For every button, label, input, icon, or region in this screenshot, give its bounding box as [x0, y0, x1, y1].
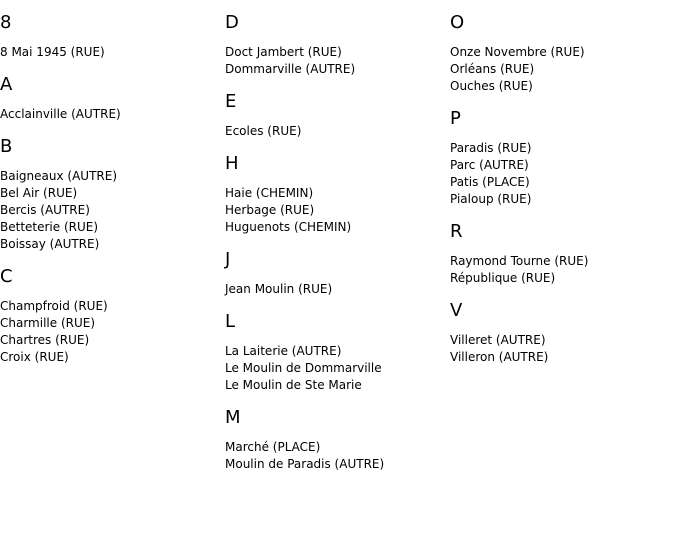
street-link[interactable]: Herbage (RUE): [225, 203, 315, 217]
street-link[interactable]: Onze Novembre (RUE): [450, 45, 585, 59]
letter-heading: D: [225, 12, 239, 33]
street-link[interactable]: Villeron (AUTRE): [450, 350, 549, 364]
street-link[interactable]: Pialoup (RUE): [450, 192, 532, 206]
street-link[interactable]: Huguenots (CHEMIN): [225, 220, 352, 234]
street-link[interactable]: République (RUE): [450, 271, 556, 285]
street-link[interactable]: Doct Jambert (RUE): [225, 45, 342, 59]
letter-group: [225, 309, 445, 394]
letter-group: [225, 151, 445, 236]
letter-group: [450, 298, 670, 366]
letter-group: [225, 10, 445, 78]
letter-group: [0, 72, 220, 123]
street-link[interactable]: La Laiterie (AUTRE): [225, 344, 342, 358]
index-column: [0, 10, 220, 377]
letter-heading: B: [0, 136, 13, 157]
index-column: [225, 10, 445, 484]
street-link[interactable]: Baigneaux (AUTRE): [0, 169, 118, 183]
street-link[interactable]: Boissay (AUTRE): [0, 237, 100, 251]
letter-group: [0, 10, 220, 61]
letter-group: [225, 89, 445, 140]
letter-heading: R: [450, 221, 463, 242]
letter-group: [225, 405, 445, 473]
letter-group: [450, 219, 670, 287]
letter-heading: P: [450, 108, 461, 129]
street-link[interactable]: Ouches (RUE): [450, 79, 533, 93]
street-link[interactable]: Le Moulin de Ste Marie: [225, 378, 362, 392]
street-link[interactable]: Betteterie (RUE): [0, 220, 99, 234]
letter-group: [225, 247, 445, 298]
street-link[interactable]: Moulin de Paradis (AUTRE): [225, 457, 385, 471]
street-link[interactable]: Raymond Tourne (RUE): [450, 254, 589, 268]
letter-heading: C: [0, 266, 13, 287]
street-link[interactable]: 8 Mai 1945 (RUE): [0, 45, 105, 59]
street-link[interactable]: Paradis (RUE): [450, 141, 532, 155]
street-link[interactable]: Dommarville (AUTRE): [225, 62, 356, 76]
street-link[interactable]: Parc (AUTRE): [450, 158, 529, 172]
letter-heading: O: [450, 12, 465, 33]
index-column: [450, 10, 670, 377]
letter-group: [450, 10, 670, 95]
street-link[interactable]: Marché (PLACE): [225, 440, 321, 454]
letter-heading: M: [225, 407, 241, 428]
street-link[interactable]: Orléans (RUE): [450, 62, 535, 76]
street-link[interactable]: Acclainville (AUTRE): [0, 107, 121, 121]
letter-heading: H: [225, 153, 239, 174]
street-link[interactable]: Le Moulin de Dommarville: [225, 361, 382, 375]
letter-group: [450, 106, 670, 208]
letter-heading: 8: [0, 12, 12, 33]
street-link[interactable]: Patis (PLACE): [450, 175, 530, 189]
street-link[interactable]: Charmille (RUE): [0, 316, 96, 330]
street-link[interactable]: Croix (RUE): [0, 350, 69, 364]
street-link[interactable]: Champfroid (RUE): [0, 299, 108, 313]
street-link[interactable]: Villeret (AUTRE): [450, 333, 546, 347]
letter-heading: L: [225, 311, 236, 332]
letter-heading: V: [450, 300, 463, 321]
street-link[interactable]: Ecoles (RUE): [225, 124, 302, 138]
street-link[interactable]: Haie (CHEMIN): [225, 186, 314, 200]
letter-group: [0, 134, 220, 253]
letter-heading: J: [225, 249, 231, 270]
street-link[interactable]: Chartres (RUE): [0, 333, 90, 347]
letter-heading: A: [0, 74, 13, 95]
street-link[interactable]: Bercis (AUTRE): [0, 203, 90, 217]
street-link[interactable]: Bel Air (RUE): [0, 186, 78, 200]
street-link[interactable]: Jean Moulin (RUE): [225, 282, 333, 296]
letter-heading: E: [225, 91, 237, 112]
letter-group: [0, 264, 220, 366]
